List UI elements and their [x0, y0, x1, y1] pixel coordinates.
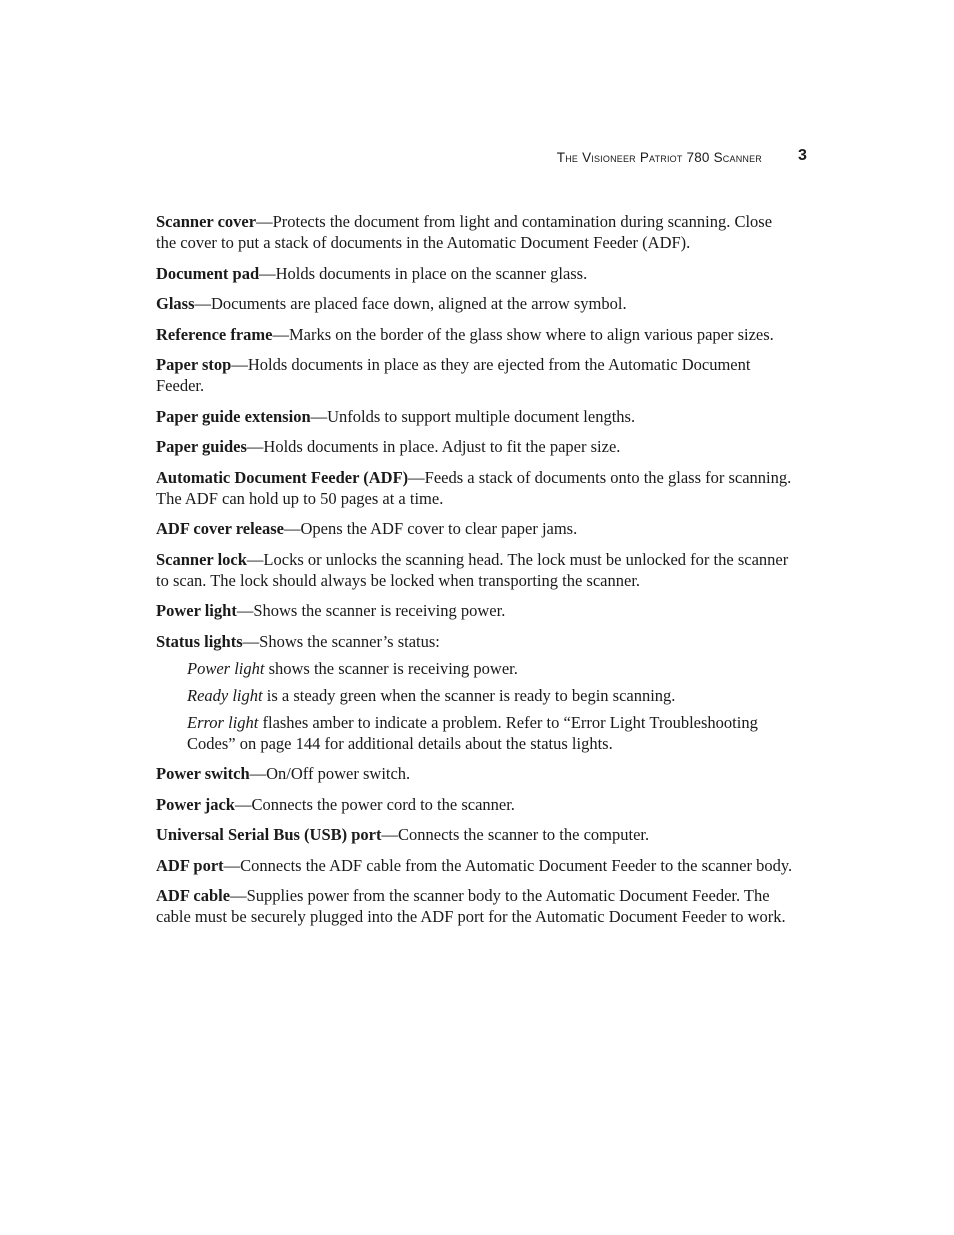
status-light-item	[187, 658, 796, 679]
status-light-term: Ready light	[187, 685, 263, 705]
definition-entry	[156, 518, 796, 539]
definition-entry	[156, 631, 796, 652]
definition-entry	[156, 855, 796, 876]
definition-term: Paper guides	[156, 437, 247, 456]
definition-entry	[156, 549, 796, 591]
page-body	[156, 211, 796, 937]
definition-term: Paper stop	[156, 355, 232, 374]
definition-text: —Holds documents in place. Adjust to fit the paper size.	[246, 437, 621, 456]
definition-entry	[156, 354, 796, 396]
definition-text: —Unfolds to support multiple document lengths.	[310, 406, 636, 426]
status-light-item	[187, 712, 796, 754]
definition-text: —Supplies power from the scanner body to the Automatic Document Feeder. The cable must be securely plugged into the ADF port for the Automatic Document Feeder to work.	[156, 886, 786, 926]
definition-entry	[156, 794, 796, 815]
definition-entry	[156, 324, 796, 345]
definition-entry	[156, 263, 796, 284]
definition-entry	[156, 763, 796, 784]
definition-term: Status lights	[156, 631, 243, 651]
definition-text: —Documents are placed face down, aligned at the arrow symbol.	[194, 294, 627, 313]
definition-text: —Locks or unlocks the scanning head. The lock must be unlocked for the scanner to scan. The lock should always be locked when transporting the scanner.	[156, 549, 789, 590]
definition-term: Power jack	[156, 794, 235, 814]
definition-entry	[156, 885, 796, 927]
definition-entry	[156, 467, 796, 509]
definition-text: —Marks on the border of the glass show where to align various paper sizes.	[272, 324, 774, 344]
definition-text: —On/Off power switch.	[249, 764, 411, 783]
definition-entry	[156, 436, 796, 457]
definition-term: ADF cover release	[156, 519, 284, 538]
status-light-text: flashes amber to indicate a problem. Refer to “Error Light Troubleshooting Codes” on page 144 for additional details about the status lights.	[187, 712, 758, 753]
status-light-term: Error light	[187, 712, 259, 732]
running-title: The Visioneer Patriot 780 Scanner	[556, 150, 762, 165]
definition-text: —Protects the document from light and contamination during scanning. Close the cover to put a stack of documents in the Automatic Document Feeder (ADF).	[156, 212, 773, 252]
definition-text: —Feeds a stack of documents onto the glass for scanning. The ADF can hold up to 50 pages at a time.	[156, 467, 792, 508]
definition-term: Reference frame	[156, 324, 273, 344]
status-light-text: is a steady green when the scanner is ready to begin scanning.	[262, 685, 676, 705]
definition-text: —Connects the ADF cable from the Automatic Document Feeder to the scanner body.	[223, 855, 793, 875]
definition-entry	[156, 824, 796, 845]
definition-term: Scanner lock	[156, 549, 247, 569]
definition-text: —Holds documents in place on the scanner glass.	[259, 263, 588, 283]
definition-term: Power light	[156, 601, 237, 620]
definition-text: —Connects the scanner to the computer.	[381, 825, 650, 844]
status-lights-list	[156, 658, 796, 754]
definition-text: —Shows the scanner’s status:	[242, 631, 440, 651]
definition-term: Power switch	[156, 764, 250, 783]
definition-term: Scanner cover	[156, 212, 257, 231]
status-light-text: shows the scanner is receiving power.	[264, 658, 518, 678]
definition-term: Paper guide extension	[156, 406, 311, 426]
definition-term: Automatic Document Feeder (ADF)	[156, 467, 409, 487]
definition-term: Glass	[156, 294, 195, 313]
status-light-item	[187, 685, 796, 706]
running-header	[0, 146, 954, 170]
definition-entry	[156, 600, 796, 621]
page-number: 3	[798, 147, 807, 164]
definition-text: —Shows the scanner is receiving power.	[236, 601, 506, 620]
definition-text: —Connects the power cord to the scanner.	[234, 794, 515, 814]
definition-term: ADF port	[156, 855, 224, 875]
definition-text: —Opens the ADF cover to clear paper jams.	[283, 519, 578, 538]
definition-entry	[156, 211, 796, 253]
definition-term: ADF cable	[156, 886, 231, 905]
status-light-term: Power light	[187, 658, 265, 678]
definition-term: Document pad	[156, 263, 260, 283]
definition-term: Universal Serial Bus (USB) port	[156, 825, 382, 844]
definition-text: —Holds documents in place as they are ejected from the Automatic Document Feeder.	[156, 355, 751, 395]
definition-entry	[156, 293, 796, 314]
definition-entry	[156, 406, 796, 427]
